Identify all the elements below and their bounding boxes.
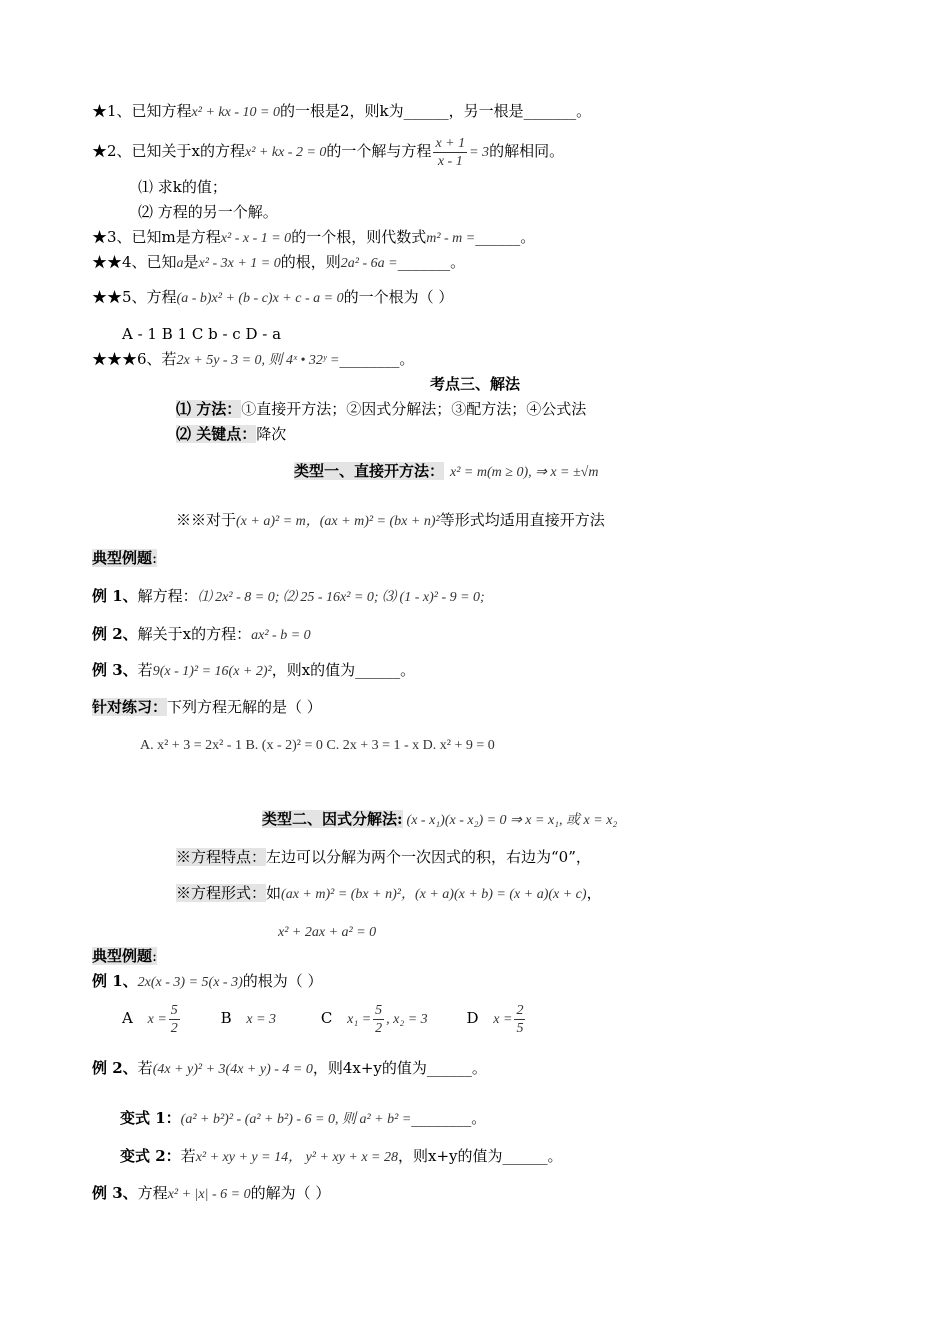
type-1-note-text: 等形式均适用直接开方法 bbox=[439, 511, 605, 529]
option-a-eq: x = bbox=[147, 1012, 167, 1027]
examples-1-heading: 典型例题: bbox=[92, 549, 158, 567]
q4-variable: a bbox=[176, 256, 184, 271]
section-3-key bbox=[176, 423, 286, 445]
ex1-2-label: 例 2、 bbox=[92, 625, 138, 643]
note-2-end: ， bbox=[586, 884, 602, 902]
note-1-label: ※方程特点： bbox=[176, 848, 267, 866]
type-1-note-prefix: ※※对于 bbox=[176, 511, 237, 529]
q5-options: A - 1 B 1 C b - c D - a bbox=[122, 325, 282, 343]
q2-sub-1: ⑴ 求k的值； bbox=[138, 178, 227, 196]
variant-1-label: 变式 1： bbox=[120, 1109, 181, 1127]
variant-1-equation: (a² + b²)² - (a² + b²) - 6 = 0, 则 a² + b² = bbox=[180, 1112, 412, 1127]
question-1 bbox=[92, 100, 591, 124]
q1-text: 的一根是2，则k为______，另一根是_______。 bbox=[279, 102, 592, 120]
q3-text-2: ______。 bbox=[475, 228, 536, 246]
option-c-fraction bbox=[373, 1002, 384, 1037]
example-2-2 bbox=[92, 1057, 487, 1081]
q2-text-2: 的解相同。 bbox=[489, 142, 565, 160]
ex2-1-label: 例 1、 bbox=[92, 972, 138, 990]
question-5 bbox=[92, 286, 453, 310]
q3-text: 的一个根，则代数式 bbox=[291, 228, 427, 246]
variant-2-label: 变式 2： bbox=[120, 1147, 181, 1165]
q2-equation: x² + kx - 2 = 0 bbox=[245, 145, 327, 160]
variant-2 bbox=[120, 1145, 563, 1169]
q2-sub-2: ⑵ 方程的另一个解。 bbox=[138, 203, 278, 221]
ex1-2-text: 解关于x的方程： bbox=[137, 625, 252, 643]
ex2-2-label: 例 2、 bbox=[92, 1059, 138, 1077]
practice bbox=[92, 696, 322, 718]
section-3-title: 考点三、解法 bbox=[429, 375, 520, 393]
example-1-2 bbox=[92, 623, 311, 647]
practice-label: 针对练习： bbox=[92, 698, 168, 716]
type-2-note-2 bbox=[176, 882, 602, 906]
q3-equation-2: m² - m = bbox=[426, 231, 476, 246]
examples-2-label: 典型例题 bbox=[92, 947, 153, 965]
q4-equation-2: 2a² - 6a = bbox=[340, 256, 398, 271]
option-c-eq: x₁ = bbox=[347, 1012, 372, 1027]
section-3-method bbox=[176, 398, 586, 420]
examples-2-heading: 典型例题: bbox=[92, 947, 158, 965]
method-text: ①直接开方法；②因式分解法；③配方法；④公式法 bbox=[241, 400, 587, 418]
example-2-3 bbox=[92, 1182, 330, 1206]
ex1-3-text: 若 bbox=[137, 661, 153, 679]
type-2-note-1 bbox=[176, 846, 591, 868]
option-a-den: 2 bbox=[170, 1020, 178, 1036]
ex1-1-text: 解方程： bbox=[137, 587, 198, 605]
q4-prefix: ★★4、已知 bbox=[92, 253, 177, 271]
method-label: ⑴ 方法： bbox=[176, 400, 242, 418]
ex1-3-text-2: ，则x的值为______。 bbox=[271, 661, 416, 679]
q2-frac-numerator: x + 1 bbox=[435, 135, 466, 151]
option-d-fraction bbox=[514, 1002, 525, 1037]
type-1-heading bbox=[294, 460, 598, 484]
q6-equation: 2x + 5y - 3 = 0, 则 4ˣ • 32ʸ = bbox=[176, 353, 340, 368]
ex2-3-text-2: 的解为（ ） bbox=[250, 1184, 331, 1202]
variant-2-text: 若 bbox=[180, 1147, 196, 1165]
variant-1-text: ________。 bbox=[411, 1109, 487, 1127]
example-2-1 bbox=[92, 970, 323, 994]
q2-equation-2: = 3 bbox=[469, 145, 490, 160]
ex2-2-text-2: ，则4x+y的值为______。 bbox=[312, 1059, 487, 1077]
option-c-label: C bbox=[320, 1009, 333, 1027]
note-2-equation: (ax + m)² = (bx + n)²，(x + a)(x + b) = (x + a)(x + c) bbox=[281, 887, 587, 902]
ex2-2-text: 若 bbox=[137, 1059, 153, 1077]
option-d-num: 2 bbox=[516, 1002, 524, 1018]
option-d-eq: x = bbox=[493, 1012, 513, 1027]
q2-text: 的一个解与方程 bbox=[326, 142, 432, 160]
ex1-3-equation: 9(x - 1)² = 16(x + 2)² bbox=[152, 664, 272, 679]
option-c-num: 5 bbox=[375, 1002, 383, 1018]
q5-equation: (a - b)x² + (b - c)x + c - a = 0 bbox=[176, 291, 344, 306]
ex1-2-equation: ax² - b = 0 bbox=[251, 628, 311, 643]
q2-frac-denominator: x - 1 bbox=[437, 153, 463, 169]
note-1-text: 左边可以分解为两个一次因式的积，右边为“0”， bbox=[266, 848, 591, 866]
q1-prefix: ★1、已知方程 bbox=[92, 102, 192, 120]
ex2-3-label: 例 3、 bbox=[92, 1184, 138, 1202]
option-c-eq-2: , x₂ = 3 bbox=[386, 1012, 428, 1027]
example-2-1-options bbox=[122, 998, 527, 1040]
ex1-1-equation: ⑴ 2x² - 8 = 0; ⑵ 25 - 16x² = 0; ⑶ (1 - x)² - 9 = 0; bbox=[197, 590, 485, 605]
option-c-den: 2 bbox=[375, 1020, 383, 1036]
ex2-3-text: 方程 bbox=[137, 1184, 168, 1202]
ex2-1-text: 的根为（ ） bbox=[242, 972, 323, 990]
type-2-formula: (x - x₁)(x - x₂) = 0 ⇒ x = x₁, 或 x = x₂ bbox=[406, 813, 618, 828]
type-2-heading bbox=[262, 808, 617, 832]
option-d-den: 5 bbox=[516, 1020, 524, 1036]
q2-prefix: ★2、已知关于x的方程 bbox=[92, 142, 246, 160]
q4-text-3: _______。 bbox=[397, 253, 466, 271]
option-d-label: D bbox=[466, 1009, 479, 1027]
variant-1 bbox=[120, 1107, 486, 1131]
ex1-1-label: 例 1、 bbox=[92, 587, 138, 605]
q6-text: ________。 bbox=[339, 350, 415, 368]
q5-prefix: ★★5、方程 bbox=[92, 288, 177, 306]
key-label: ⑵ 关键点： bbox=[176, 425, 257, 443]
question-4 bbox=[92, 251, 465, 275]
q5-text: 的一个根为（ ） bbox=[343, 288, 454, 306]
q3-prefix: ★3、已知m是方程 bbox=[92, 228, 221, 246]
practice-options: A. x² + 3 = 2x² - 1 B. (x - 2)² = 0 C. 2x + 3 = 1 - x D. x² + 9 = 0 bbox=[140, 738, 495, 753]
ex1-3-label: 例 3、 bbox=[92, 661, 138, 679]
option-a-fraction bbox=[169, 1002, 180, 1037]
ex2-3-equation: x² + |x| - 6 = 0 bbox=[167, 1187, 251, 1202]
option-a-num: 5 bbox=[170, 1002, 178, 1018]
q4-equation: x² - 3x + 1 = 0 bbox=[198, 256, 281, 271]
q2-fraction bbox=[433, 135, 467, 170]
option-b-eq: x = 3 bbox=[246, 1012, 277, 1027]
type-2-title: 类型二、因式分解法: bbox=[262, 810, 403, 828]
practice-text: 下列方程无解的是（ ） bbox=[167, 698, 322, 716]
q4-text-2: 的根，则 bbox=[280, 253, 341, 271]
key-text: 降次 bbox=[256, 425, 287, 443]
question-6 bbox=[92, 348, 414, 372]
note-2-text: 如 bbox=[266, 884, 282, 902]
example-1-1 bbox=[92, 585, 485, 609]
ex2-1-equation: 2x(x - 3) = 5(x - 3) bbox=[137, 975, 243, 990]
type-1-formula: x² = m(m ≥ 0), ⇒ x = ±√m bbox=[450, 465, 599, 480]
question-3 bbox=[92, 226, 535, 250]
note-2-label: ※方程形式： bbox=[176, 884, 267, 902]
option-a-label: A bbox=[122, 1009, 133, 1027]
examples-1-label: 典型例题 bbox=[92, 549, 153, 567]
q3-equation: x² - x - 1 = 0 bbox=[220, 231, 292, 246]
q6-prefix: ★★★6、若 bbox=[92, 350, 177, 368]
type-2-note-3-equation: x² + 2ax + a² = 0 bbox=[278, 925, 377, 940]
variant-2-equation: x² + xy + y = 14， y² + xy + x = 28 bbox=[195, 1150, 398, 1165]
option-b-label: B bbox=[220, 1009, 232, 1027]
ex2-2-equation: (4x + y)² + 3(4x + y) - 4 = 0 bbox=[152, 1062, 313, 1077]
q4-text: 是 bbox=[183, 253, 199, 271]
variant-2-text-2: ，则x+y的值为______。 bbox=[397, 1147, 563, 1165]
type-1-note bbox=[176, 509, 605, 533]
type-1-title: 类型一、直接开方法： bbox=[294, 462, 445, 480]
type-1-note-equation: (x + a)² = m，(ax + m)² = (bx + n)² bbox=[236, 514, 440, 529]
q1-equation: x² + kx - 10 = 0 bbox=[191, 105, 280, 120]
question-2 bbox=[92, 134, 564, 170]
example-1-3 bbox=[92, 659, 415, 683]
